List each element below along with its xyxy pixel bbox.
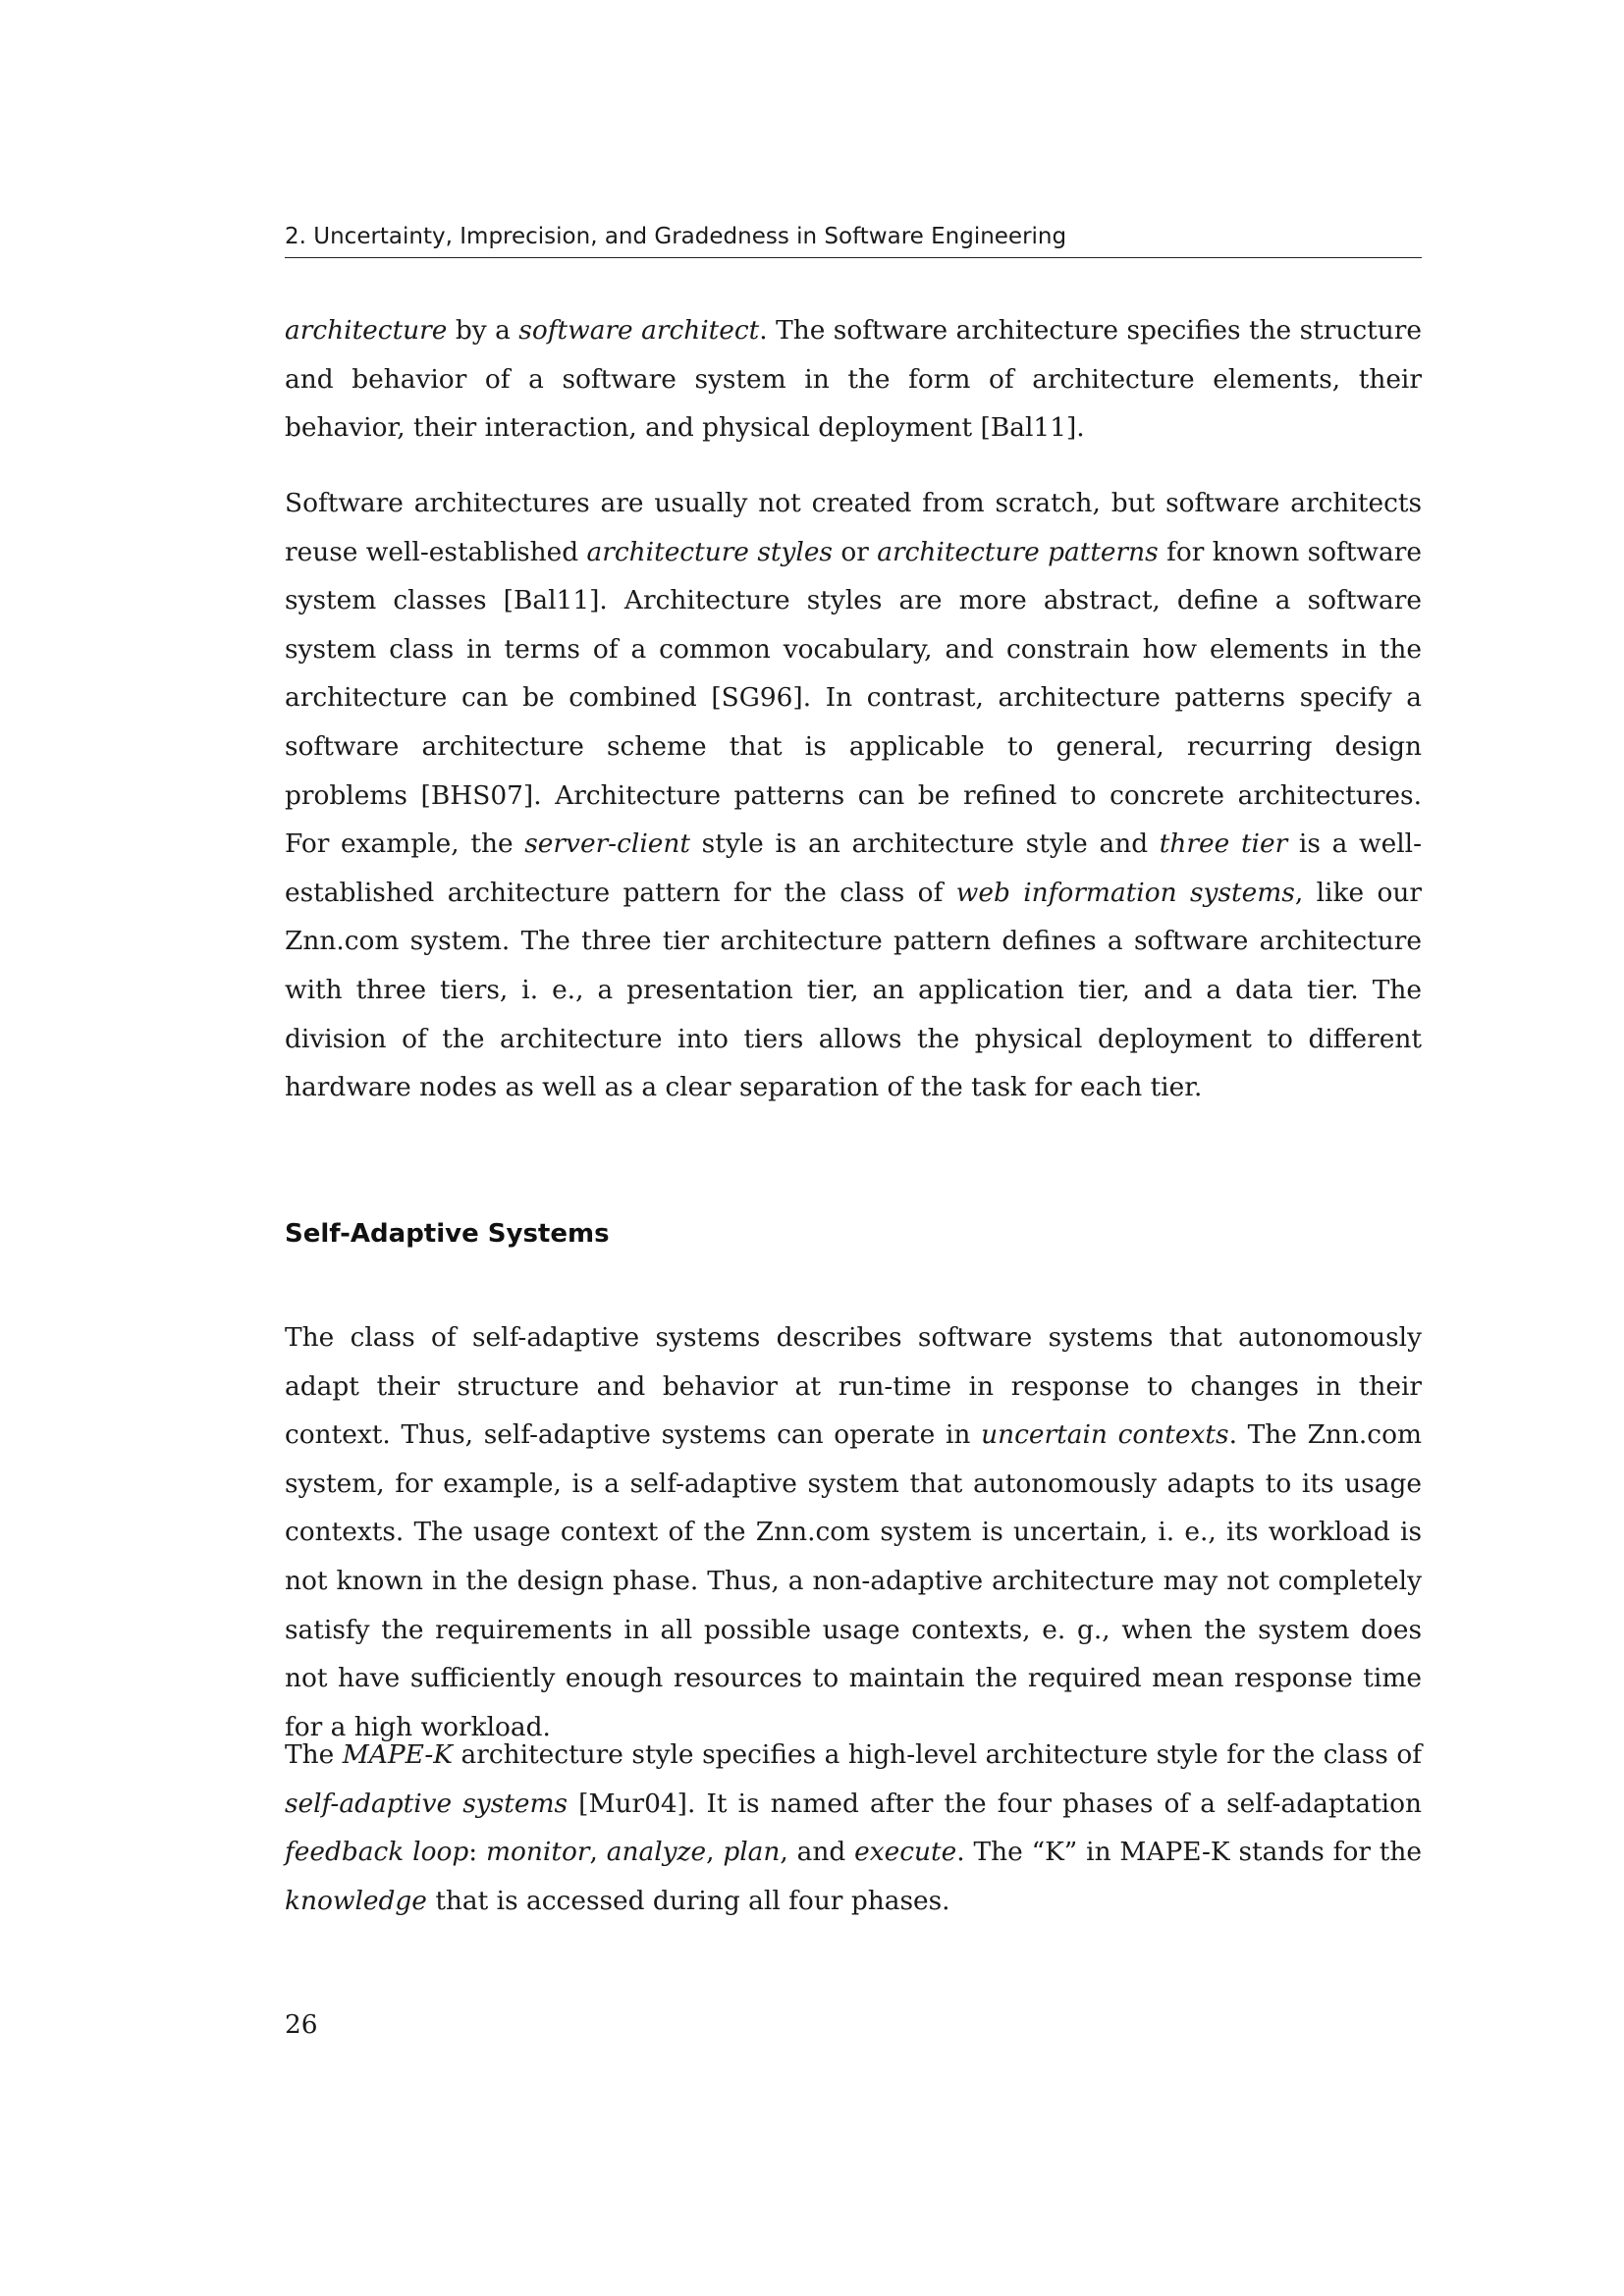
- paragraph-mape-k: [285, 1731, 1422, 1925]
- italic-term: execute: [854, 1837, 957, 1868]
- text-run: by a: [447, 315, 519, 346]
- paragraph-architecture-definition: [285, 306, 1422, 453]
- italic-term: feedback loop: [285, 1837, 469, 1868]
- text-run: , like our Znn.com system. The three tier architecture pattern defines a software architecture with three tiers, i. e., a presentation tier, an application tier, and a data tier. The division of the architecture into tiers allows the physical deployment to different hardware nodes as well as a clear separation of the task for each tier.: [285, 877, 1422, 1103]
- italic-term: uncertain contexts: [981, 1419, 1229, 1451]
- italic-term: architecture: [285, 315, 448, 346]
- section-heading: Self-Adaptive Systems: [285, 1219, 610, 1249]
- text-run: that is accessed during all four phases.: [426, 1885, 950, 1916]
- italic-term: web information systems: [955, 877, 1295, 908]
- running-header: 2. Uncertainty, Imprecision, and Gradedness in Software Engineering: [285, 222, 1422, 258]
- text-run: style is an architecture style and: [689, 828, 1160, 860]
- text-run: . The “K” in MAPE-K stands for the: [956, 1837, 1423, 1868]
- text-run: . The software architecture specifies the structure and behavior of a software system in the form of architecture elements, their behavior, their interaction, and physical deployment [Bal11].: [285, 315, 1423, 444]
- text-run: or: [832, 536, 878, 567]
- paragraph-architecture-styles: [285, 479, 1422, 1112]
- text-run: architecture style specifies a high-level architecture style for the class of: [452, 1739, 1422, 1770]
- paragraph-self-adaptive-systems: [285, 1313, 1422, 1751]
- text-run: ,: [706, 1837, 724, 1868]
- text-run: The: [285, 1739, 343, 1770]
- italic-term: self-adaptive systems: [285, 1788, 568, 1819]
- italic-term: analyze: [606, 1837, 707, 1868]
- text-run: for known software system classes [Bal11]. Architecture styles are more abstract, define a software system class in terms of a common vocabulary, and constrain how elements in the architecture can be combined [SG96]. In contrast, architecture patterns specify a software architecture scheme that is applicable to general, recurring design problems [BHS07]. Architecture patterns can be refined to concrete architectures. For example, the: [285, 536, 1422, 860]
- italic-term: monitor: [486, 1837, 590, 1868]
- italic-term: architecture styles: [586, 536, 833, 567]
- italic-term: plan: [723, 1837, 781, 1868]
- italic-term: knowledge: [285, 1885, 427, 1916]
- text-run: . The Znn.com system, for example, is a self-adaptive system that autonomously adapts to its usage contexts. The usage context of the Znn.com system is uncertain, i. e., its workload is not known in the design phase. Thus, a non-adaptive architecture may not completely satisfy the requirements in all possible usage contexts, e. g., when the system does not have sufficiently enough resources to maintain the required mean response time for a high workload.: [285, 1419, 1422, 1742]
- italic-term: MAPE-K: [342, 1739, 453, 1770]
- text-run: is a well-established architecture pattern for the class of: [285, 828, 1423, 908]
- italic-term: architecture patterns: [877, 536, 1159, 567]
- text-run: The class of self-adaptive systems describes software systems that autonomously adapt their structure and behavior at run-time in response to changes in their context. Thus, self-adaptive systems can operate in: [285, 1322, 1422, 1451]
- italic-term: software architect: [518, 315, 760, 346]
- page-number: 26: [285, 2009, 318, 2040]
- text-run: , and: [780, 1837, 855, 1868]
- italic-term: server-client: [524, 828, 690, 860]
- text-run: [Mur04]. It is named after the four phases of a self-adaptation: [568, 1788, 1422, 1819]
- text-run: Software architectures are usually not created from scratch, but software architects reuse well-established: [285, 488, 1422, 567]
- italic-term: three tier: [1159, 828, 1288, 860]
- text-run: ,: [589, 1837, 607, 1868]
- text-run: :: [468, 1837, 487, 1868]
